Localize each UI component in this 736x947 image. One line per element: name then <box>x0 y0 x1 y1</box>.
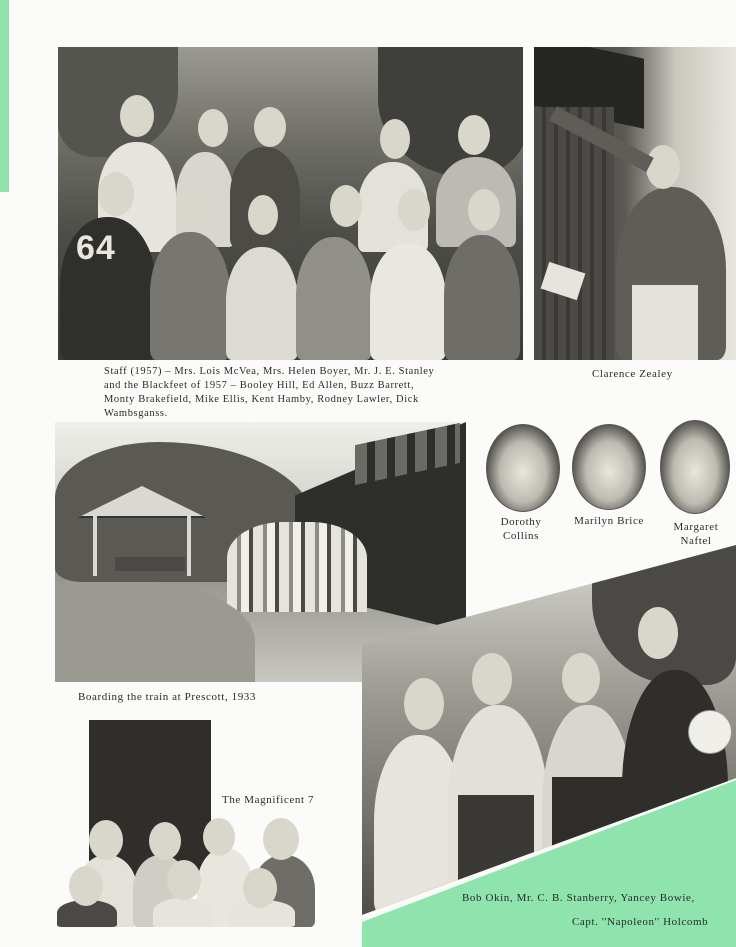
page-edge-accent <box>0 0 9 192</box>
person <box>296 237 372 360</box>
staff-caption <box>104 365 484 421</box>
portrait-caption <box>664 520 728 548</box>
person-head <box>69 866 103 906</box>
group-caption-line: Capt. ''Napoleon'' Holcomb <box>572 916 709 928</box>
person-head <box>646 145 680 189</box>
staff-1957-photo <box>58 47 523 360</box>
staff-caption-line: Wambsganss. <box>104 408 168 419</box>
person <box>153 898 213 927</box>
jersey-number: 64 <box>76 229 116 267</box>
portrait-caption <box>488 515 554 543</box>
person <box>226 247 298 360</box>
group-caption-line: Bob Okin, Mr. C. B. Stanberry, Yancey Bowie, <box>462 892 695 904</box>
zealey-caption: Clarence Zealey <box>592 368 673 380</box>
person-head <box>98 172 134 216</box>
person <box>370 243 446 360</box>
passenger-group <box>227 522 367 612</box>
staff-caption-line: Staff (1957) – Mrs. Lois McVea, Mrs. Helen Boyer, Mr. J. E. Stanley <box>104 366 435 377</box>
person <box>444 235 520 360</box>
person-head <box>89 820 123 860</box>
staff-caption-line: Monty Brakefield, Mike Ellis, Kent Hamby, Rodney Lawler, Dick <box>104 394 419 405</box>
person-head <box>167 860 201 900</box>
person-head <box>149 822 181 860</box>
person-head <box>198 109 228 147</box>
person-head <box>398 189 430 231</box>
magnificent-caption: The Magnificent 7 <box>222 794 315 806</box>
shelter-post <box>187 516 191 576</box>
trousers <box>632 285 698 360</box>
person-head <box>263 818 299 860</box>
person-head <box>468 189 500 231</box>
person-head <box>243 868 277 908</box>
person-head <box>380 119 410 159</box>
person-head <box>254 107 286 147</box>
person-head <box>203 818 235 856</box>
portrait-marilyn-brice <box>572 424 646 510</box>
shelter-post <box>93 516 97 576</box>
person-head <box>120 95 154 137</box>
portrait-dorothy-collins <box>486 424 560 512</box>
portrait-caption-line: Margaret <box>673 521 719 533</box>
person-head <box>562 653 600 703</box>
shelter-bench <box>115 557 185 571</box>
portrait-caption <box>566 514 652 528</box>
person-head <box>248 195 278 235</box>
staff-caption-line: and the Blackfeet of 1957 – Booley Hill, Ed Allen, Buzz Barrett, <box>104 380 415 391</box>
portrait-margaret-naftel <box>660 420 730 514</box>
group-caption <box>452 886 736 934</box>
portrait-caption-line: Dorothy <box>500 516 542 528</box>
person-head <box>404 678 444 730</box>
tree-silhouette <box>58 47 178 157</box>
portrait-caption-line: Naftel <box>680 535 712 547</box>
person-head <box>330 185 362 227</box>
magnificent-7-photo <box>57 720 316 927</box>
person-head <box>180 185 212 227</box>
grass-foreground <box>55 582 255 682</box>
person <box>150 232 230 360</box>
train-caption: Boarding the train at Prescott, 1933 <box>78 691 257 703</box>
portrait-caption-line: Marilyn Brice <box>574 515 644 527</box>
person-head <box>638 607 678 659</box>
person-head <box>458 115 490 155</box>
person-head <box>472 653 512 705</box>
portrait-caption-line: Collins <box>503 530 539 542</box>
volleyball <box>688 710 732 754</box>
clarence-zealey-photo <box>534 47 736 360</box>
